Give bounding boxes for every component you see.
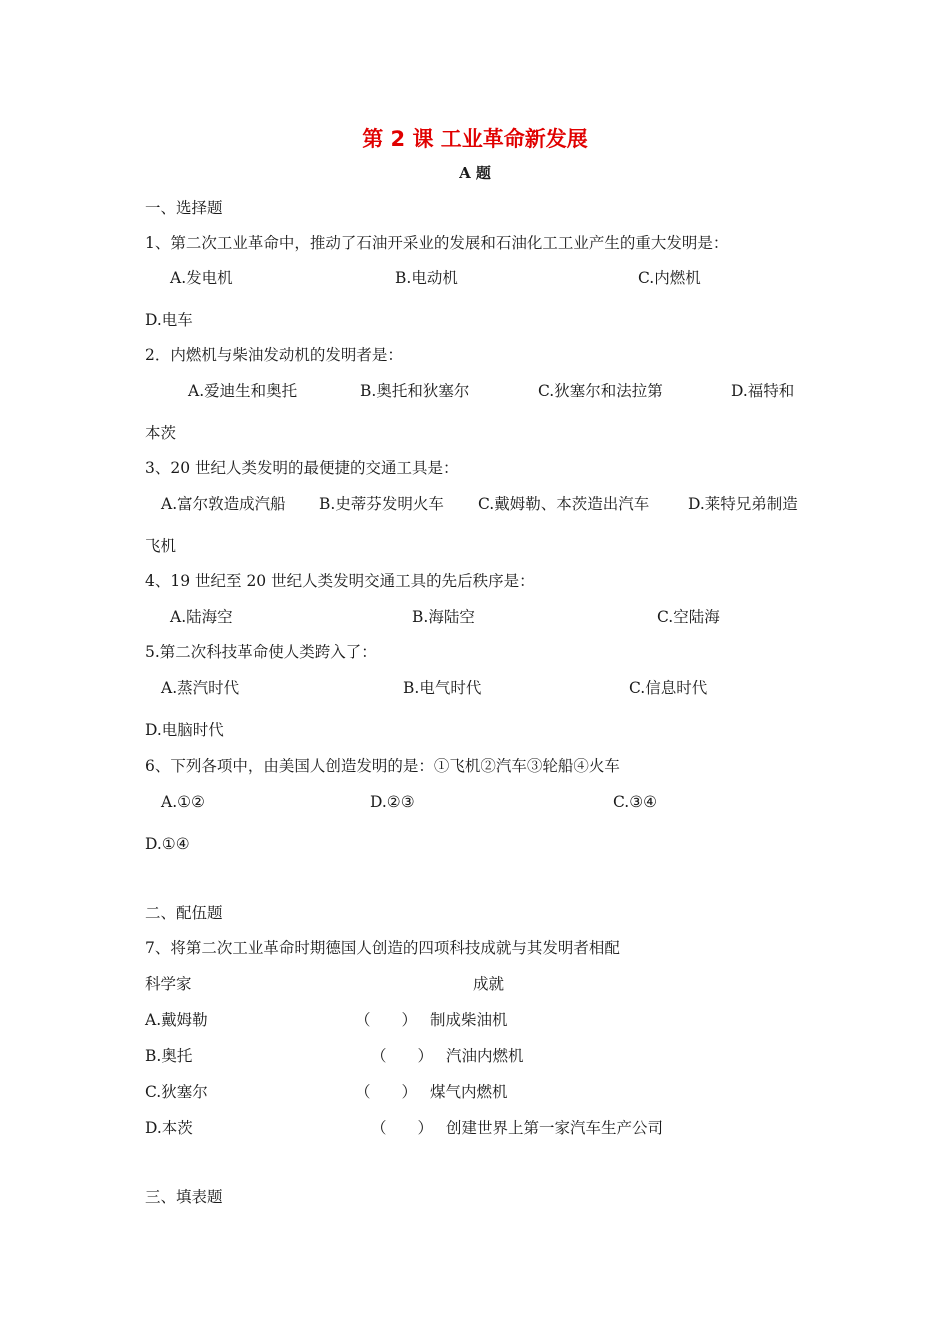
matching-row-name: C.狄塞尔 — [145, 1083, 208, 1101]
question-4-stem: 4、19 世纪至 20 世纪人类发明交通工具的先后秩序是： — [145, 572, 535, 590]
question-2-option-a: A.爱迪生和奥托 — [188, 382, 298, 400]
matching-row-name: B.奥托 — [145, 1047, 193, 1065]
question-2-option-c: C.狄塞尔和法拉第 — [538, 382, 663, 400]
page-title: 第 2 课 工业革命新发展 — [362, 127, 588, 151]
question-6-option-d: D.①④ — [145, 835, 190, 853]
question-1-option-b: B.电动机 — [395, 269, 458, 287]
matching-column-achievement: 成就 — [473, 975, 505, 993]
question-4-option-c: C.空陆海 — [657, 608, 720, 626]
matching-row-name: D.本茨 — [145, 1119, 193, 1137]
matching-column-scientist: 科学家 — [145, 975, 192, 993]
matching-row-answer-blank[interactable]: （ ） — [355, 1083, 418, 1101]
matching-row-answer-blank[interactable]: （ ） — [371, 1047, 434, 1065]
matching-row-name: A.戴姆勒 — [145, 1011, 208, 1029]
matching-row-achievement: 汽油内燃机 — [446, 1047, 524, 1065]
question-2-stem: 2．内燃机与柴油发动机的发明者是： — [145, 346, 403, 364]
matching-row-answer-blank[interactable]: （ ） — [355, 1011, 418, 1029]
question-4-option-a: A.陆海空 — [170, 608, 233, 626]
question-3-option-d: D.莱特兄弟制造 — [688, 495, 798, 513]
question-6-option-b: D.②③ — [370, 793, 415, 811]
matching-row-answer-blank[interactable]: （ ） — [371, 1119, 434, 1137]
matching-row-achievement: 制成柴油机 — [430, 1011, 508, 1029]
question-1-stem: 1、第二次工业革命中，推动了石油开采业的发展和石油化工工业产生的重大发明是： — [145, 234, 729, 252]
question-4-option-b: B.海陆空 — [412, 608, 475, 626]
question-5-option-a: A.蒸汽时代 — [161, 679, 240, 697]
question-1-option-d: D.电车 — [145, 311, 193, 329]
question-2-option-b: B.奥托和狄塞尔 — [360, 382, 470, 400]
question-3-option-a: A.富尔敦造成汽船 — [161, 495, 286, 513]
question-6-option-c: C.③④ — [613, 793, 658, 811]
page-subtitle: A 题 — [459, 164, 491, 182]
matching-row-achievement: 创建世界上第一家汽车生产公司 — [446, 1119, 664, 1137]
question-7-stem: 7、将第二次工业革命时期德国人创造的四项科技成就与其发明者相配 — [145, 939, 620, 957]
question-6-option-a: A.①② — [161, 793, 205, 811]
question-5-option-c: C.信息时代 — [629, 679, 708, 697]
question-6-stem: 6、下列各项中，由美国人创造发明的是：①飞机②汽车③轮船④火车 — [145, 757, 620, 775]
question-2-option-d-continued: 本茨 — [145, 424, 177, 442]
section-heading-matching: 二、配伍题 — [145, 904, 223, 922]
question-2-option-d: D.福特和 — [731, 382, 795, 400]
question-5-option-b: B.电气时代 — [403, 679, 482, 697]
section-heading-choice: 一、选择题 — [145, 199, 223, 217]
matching-row-achievement: 煤气内燃机 — [430, 1083, 508, 1101]
question-1-option-a: A.发电机 — [170, 269, 233, 287]
question-3-option-c: C.戴姆勒、本茨造出汽车 — [478, 495, 650, 513]
section-heading-fill-table: 三、填表题 — [145, 1188, 223, 1206]
question-1-option-c: C.内燃机 — [638, 269, 701, 287]
question-3-option-d-continued: 飞机 — [145, 537, 177, 555]
question-5-stem: 5.第二次科技革命使人类跨入了： — [145, 643, 377, 661]
question-3-stem: 3、20 世纪人类发明的最便捷的交通工具是： — [145, 459, 459, 477]
question-5-option-d: D.电脑时代 — [145, 721, 224, 739]
question-3-option-b: B.史蒂芬发明火车 — [319, 495, 444, 513]
